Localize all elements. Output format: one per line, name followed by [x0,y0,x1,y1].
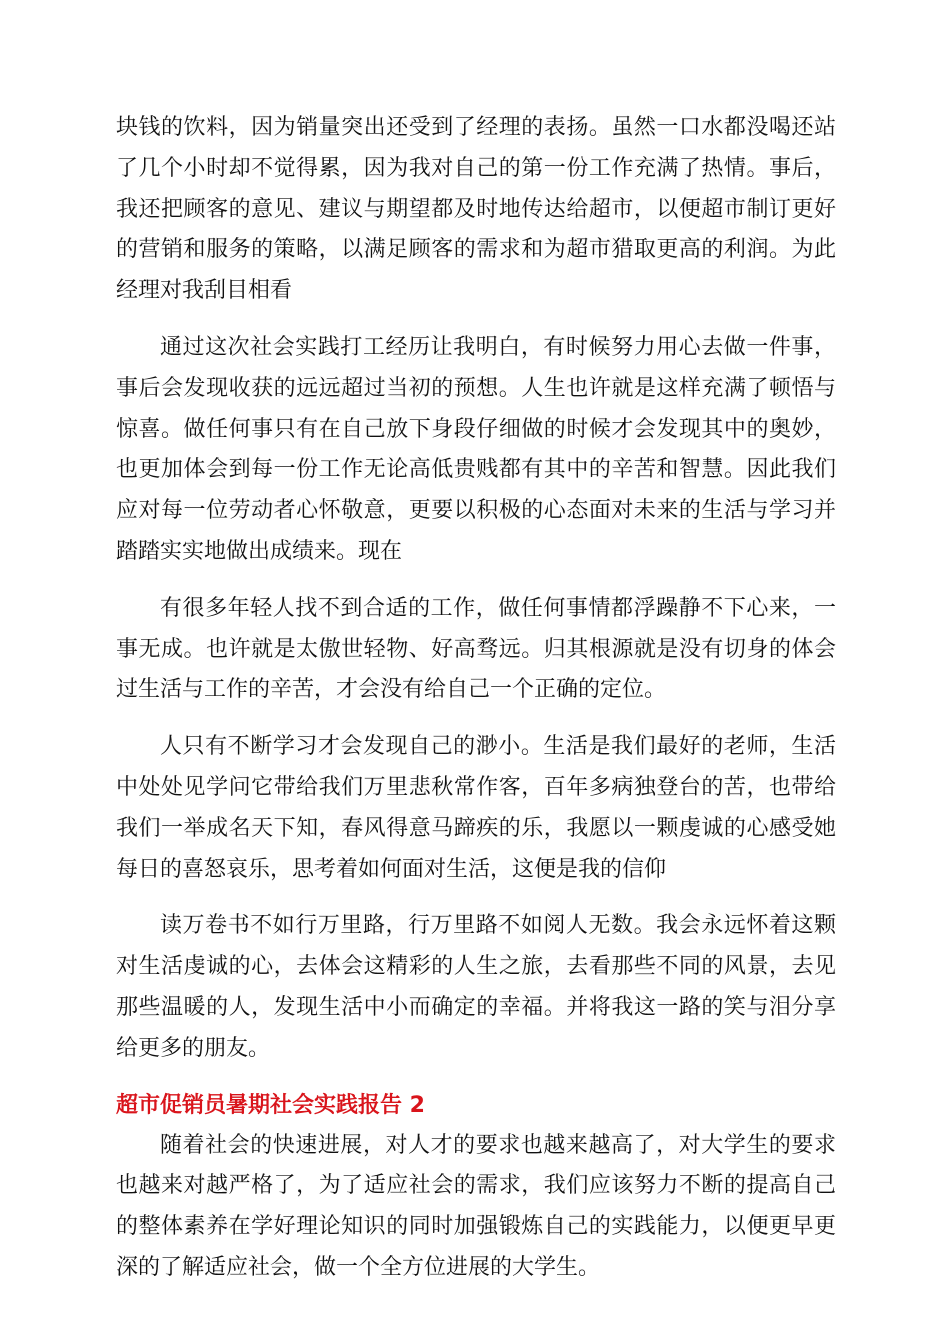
paragraph-2: 通过这次社会实践打工经历让我明白，有时候努力用心去做一件事，事后会发现收获的远远超过当初的预想。人生也许就是这样充满了顿悟与惊喜。做任何事只有在自己放下身段仔细做的时候才会发现其中的奥妙，也更加体会到每一份工作无论高低贵贱都有其中的辛苦和智慧。因此我们应对每一位劳动者心怀敬意，更要以积极的心态面对未来的生活与学习并踏踏实实地做出成绩来。现在 [116,334,836,564]
paragraph-3: 有很多年轻人找不到合适的工作，做任何事情都浮躁静不下心来，一事无成。也许就是太傲世轻物、好高骛远。归其根源就是没有切身的体会过生活与工作的辛苦，才会没有给自己一个正确的定位。 [116,595,836,703]
paragraph-1: 块钱的饮料，因为销量突出还受到了经理的表扬。虽然一口水都没喝还站了几个小时却不觉得累，因为我对自己的第一份工作充满了热情。事后，我还把顾客的意见、建议与期望都及时地传达给超市，以便超市制订更好的营销和服务的策略，以满足顾客的需求和为超市猎取更高的利润。为此经理对我刮目相看 [116,115,836,304]
paragraph-4: 人只有不断学习才会发现自己的渺小。生活是我们最好的老师，生活中处处见学问它带给我们万里悲秋常作客，百年多病独登台的苦，也带给我们一举成名天下知，春风得意马蹄疾的乐，我愿以一颗虔诚的心感受她每日的喜怒哀乐，思考着如何面对生活，这便是我的信仰 [116,734,836,882]
paragraph-5: 读万卷书不如行万里路，行万里路不如阅人无数。我会永远怀着这颗对生活虔诚的心，去体会这精彩的人生之旅，去看那些不同的风景，去见那些温暖的人，发现生活中小而确定的幸福。并将我这一路的笑与泪分享给更多的朋友。 [116,913,836,1061]
section-heading: 超市促销员暑期社会实践报告 2 [116,1092,425,1118]
paragraph-6: 随着社会的快速进展，对人才的要求也越来越高了，对大学生的要求也越来对越严格了，为了适应社会的需求，我们应该努力不断的提高自己的整体素养在学好理论知识的同时加强锻炼自己的实践能力，以便更早更深的了解适应社会，做一个全方位进展的大学生。 [116,1132,836,1280]
document-page [116,108,836,1305]
